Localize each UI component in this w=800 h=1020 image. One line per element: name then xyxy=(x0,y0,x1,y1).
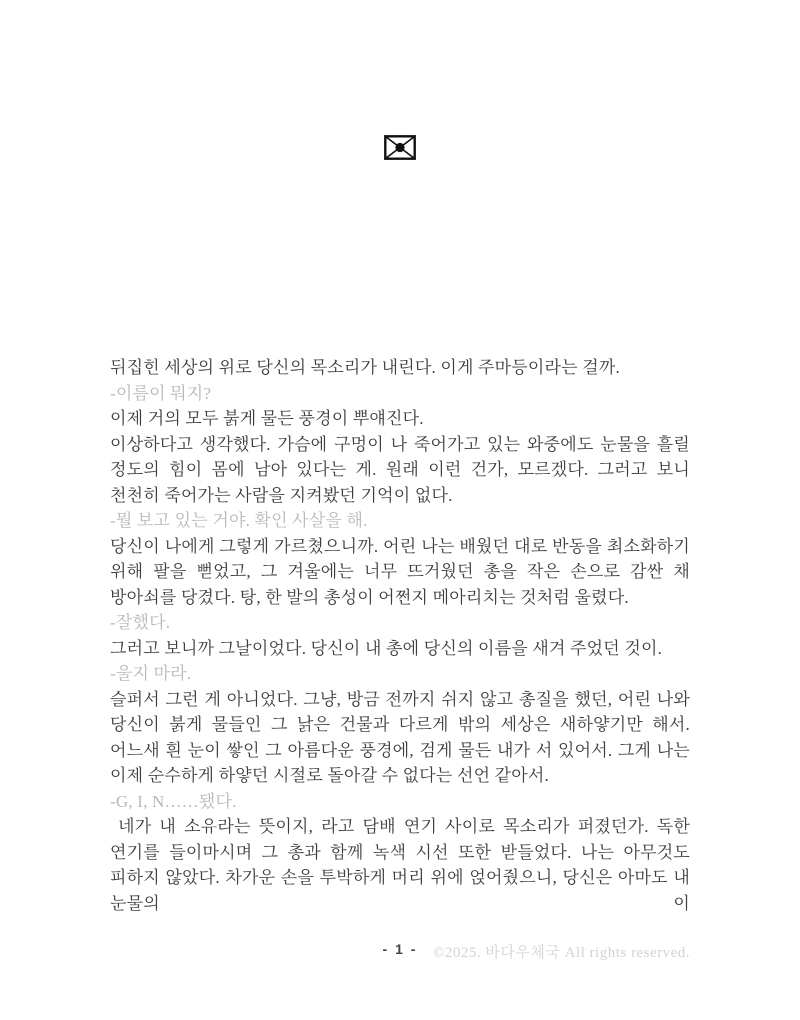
narration-paragraph: 그러고 보니까 그날이었다. 당신이 내 총에 당신의 이름을 새겨 주었던 것이. xyxy=(110,638,663,658)
dialogue-line: -울지 마라. xyxy=(110,664,192,683)
narration-paragraph: 이상하다고 생각했다. 가슴에 구멍이 나 죽어가고 있는 와중에도 눈물을 흘릴 정도의 힘이 몸에 남아 있다는 게. 원래 이런 건가, 모르겠다. 그러고 보니 천천히 죽어가는 사람을 지켜봤던 기억이 없다. xyxy=(110,434,690,505)
story-text xyxy=(110,355,690,916)
narration-paragraph: 네가 내 소유라는 뜻이지, 라고 담배 연기 사이로 목소리가 퍼졌던가. 독한 연기를 들이마시며 그 총과 함께 녹색 시선 또한 받들었다. 나는 아무것도 피하지 않았다. 차가운 손을 투박하게 머리 위에 얹어줬으니, 당신은 아마도 내 눈물의 이 xyxy=(110,817,690,913)
page-footer xyxy=(0,941,800,963)
narration-paragraph: 이제 거의 모두 붉게 물든 풍경이 뿌얘진다. xyxy=(110,409,424,428)
dialogue-line: -이름이 뭐지? xyxy=(110,383,212,403)
dialogue-line: -뭘 보고 있는 거야. 확인 사살을 해. xyxy=(110,511,368,530)
dialogue-line: -G, I, N……됐다. xyxy=(110,791,237,811)
narration-paragraph: 슬퍼서 그런 게 아니었다. 그냥, 방금 전까지 쉬지 않고 총질을 했던, 어린 나와 당신이 붉게 물들인 그 낡은 건물과 다르게 밖의 세상은 새하얗기만 해서. 어느새 흰 눈이 쌓인 그 아름다운 풍경에, 검게 물든 내가 서 있어서. 그게 나는 이제 순수하게 하얗던 시절로 돌아갈 수 없다는 선언 같아서. xyxy=(110,689,690,785)
narration-paragraph: 뒤집힌 세상의 위로 당신의 목소리가 내린다. 이게 주마등이라는 걸까. xyxy=(110,358,620,377)
narration-paragraph: 당신이 나에게 그렇게 가르쳤으니까. 어린 나는 배웠던 대로 반동을 최소화하기 위해 팔을 뻗었고, 그 겨울에는 너무 뜨거웠던 총을 작은 손으로 감싼 채 방아쇠를 당겼다. 탕, 한 발의 총성이 어쩐지 메아리치는 것처럼 울렸다. xyxy=(110,536,690,607)
page-number: - 1 - xyxy=(382,941,418,957)
envelope-seal-icon xyxy=(0,135,800,160)
copyright: ©2025. 바다우체국 All rights reserved. xyxy=(433,945,690,961)
dialogue-line: -잘했다. xyxy=(110,613,171,632)
